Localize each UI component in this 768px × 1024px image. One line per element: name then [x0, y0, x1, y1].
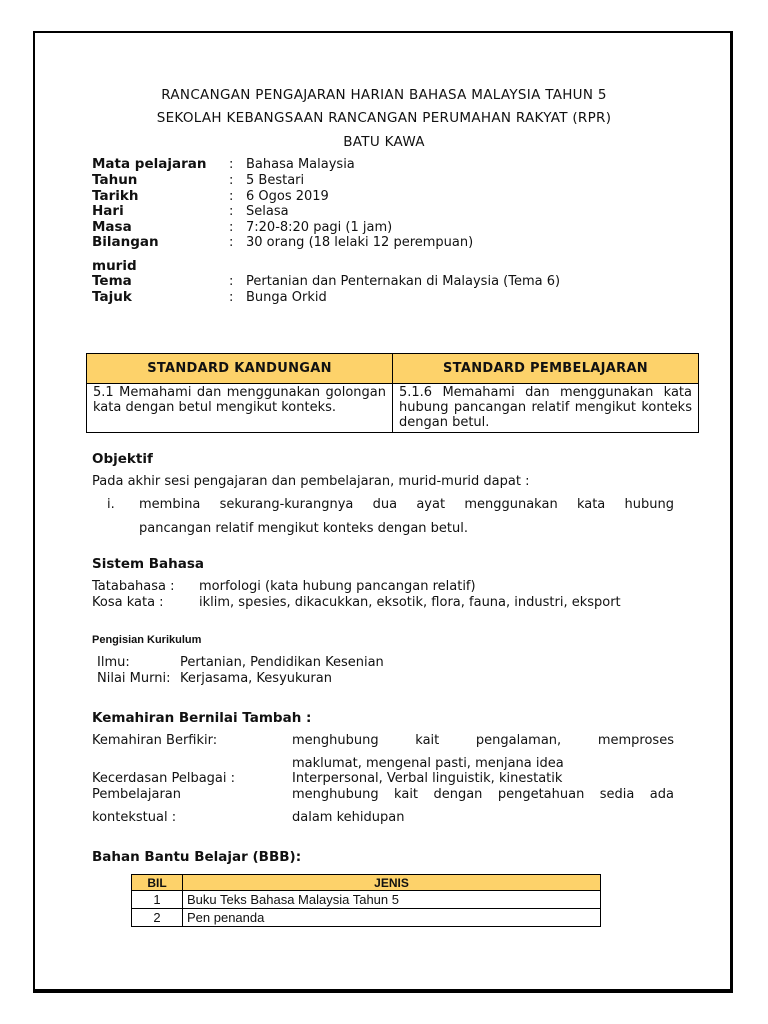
info-colon: : [229, 173, 234, 188]
standard-pembelajaran-cell: 5.1.6 Memahami dan menggunakan kata hubung pancangan relatif mengikut konteks dengan betul. [393, 384, 699, 433]
word: dengan [433, 787, 483, 802]
header-line-2: SEKOLAH KEBANGSAAN RANCANGAN PERUMAHAN RAKYAT (RPR) [156, 110, 612, 126]
pembelajaran-line-1 [292, 787, 674, 802]
word: memproses [597, 733, 674, 748]
info-label-bilangan: Bilangan [92, 234, 159, 250]
objektif-item-marker: i. [107, 497, 115, 512]
bbb-bil-cell: 1 [132, 891, 183, 909]
info-value-tema: Pertanian dan Penternakan di Malaysia (Tema 6) [246, 274, 561, 289]
info-value-bilangan: 30 orang (18 lelaki 12 perempuan) [246, 235, 474, 250]
objektif-item-line-1: membina sekurang-kurangnya dua ayat menggunakan kata hubung [139, 497, 674, 512]
ilmu-label: Ilmu: [97, 655, 130, 670]
kemahiran-berfikir-line-2: maklumat, mengenal pasti, menjana idea [292, 756, 564, 771]
bbb-bil-cell: 2 [132, 909, 183, 927]
word: pengetahuan [497, 787, 585, 802]
info-label-hari: Hari [92, 203, 124, 219]
header-line-1: RANCANGAN PENGAJARAN HARIAN BAHASA MALAYSIA TAHUN 5 [161, 87, 607, 103]
kontekstual-label: kontekstual : [92, 810, 177, 825]
info-label-tarikh: Tarikh [92, 188, 139, 204]
objektif-item-line-2: pancangan relatif mengikut konteks dengan betul. [139, 521, 469, 536]
bbb-table [131, 874, 601, 927]
info-colon: : [229, 290, 234, 305]
kemahiran-heading: Kemahiran Bernilai Tambah : [92, 710, 312, 726]
info-value-tajuk: Bunga Orkid [246, 290, 327, 305]
info-value-tarikh: 6 Ogos 2019 [246, 189, 329, 204]
nilai-murni-value: Kerjasama, Kesyukuran [180, 671, 332, 686]
info-label-murid: murid [92, 258, 137, 274]
bbb-heading: Bahan Bantu Belajar (BBB): [92, 849, 302, 865]
bbb-jenis-cell: Pen penanda [183, 909, 601, 927]
info-value-tahun: 5 Bestari [246, 173, 305, 188]
kecerdasan-pelbagai-label: Kecerdasan Pelbagai : [92, 771, 236, 786]
info-label-tajuk: Tajuk [92, 289, 132, 305]
word: ada [649, 787, 674, 802]
sistem-bahasa-heading: Sistem Bahasa [92, 556, 205, 572]
kemahiran-berfikir-label: Kemahiran Berfikir: [92, 733, 218, 748]
info-label-mata-pelajaran: Mata pelajaran [92, 156, 207, 172]
word: menghubung [292, 787, 379, 802]
info-label-masa: Masa [92, 219, 132, 235]
ilmu-value: Pertanian, Pendidikan Kesenian [180, 655, 384, 670]
table-row [132, 909, 601, 927]
pembelajaran-label: Pembelajaran [92, 787, 181, 802]
header-line-3: BATU KAWA [343, 134, 425, 150]
standard-pembelajaran-header: STANDARD PEMBELAJARAN [393, 354, 699, 384]
kosa-kata-label: Kosa kata : [92, 595, 164, 610]
info-label-tema: Tema [92, 273, 132, 289]
bbb-bil-header: BIL [132, 875, 183, 891]
word: sedia [599, 787, 635, 802]
standard-table [86, 353, 699, 433]
info-value-masa: 7:20-8:20 pagi (1 jam) [246, 220, 393, 235]
bbb-jenis-cell: Buku Teks Bahasa Malaysia Tahun 5 [183, 891, 601, 909]
nilai-murni-label: Nilai Murni: [97, 671, 171, 686]
kemahiran-berfikir-line-1 [292, 733, 674, 748]
info-value-mata-pelajaran: Bahasa Malaysia [246, 157, 355, 172]
info-colon: : [229, 157, 234, 172]
standard-kandungan-cell: 5.1 Memahami dan menggunakan golongan kata dengan betul mengikut konteks. [87, 384, 393, 433]
info-value-hari: Selasa [246, 204, 289, 219]
tatabahasa-label: Tatabahasa : [92, 579, 175, 594]
info-colon: : [229, 274, 234, 289]
pengisian-kurikulum-heading: Pengisian Kurikulum [92, 634, 202, 646]
table-row [132, 891, 601, 909]
info-colon: : [229, 220, 234, 235]
objektif-heading: Objektif [92, 451, 153, 467]
objektif-intro: Pada akhir sesi pengajaran dan pembelajaran, murid-murid dapat : [92, 474, 530, 489]
word: kait [415, 733, 440, 748]
info-label-tahun: Tahun [92, 172, 138, 188]
kecerdasan-pelbagai-value: Interpersonal, Verbal linguistik, kinestatik [292, 771, 563, 786]
info-colon: : [229, 204, 234, 219]
bbb-jenis-header: JENIS [183, 875, 601, 891]
pembelajaran-line-2: dalam kehidupan [292, 810, 405, 825]
standard-kandungan-header: STANDARD KANDUNGAN [87, 354, 393, 384]
word: pengalaman, [475, 733, 562, 748]
word: menghubung [292, 733, 379, 748]
kosa-kata-value: iklim, spesies, dikacukkan, eksotik, flora, fauna, industri, eksport [199, 595, 621, 610]
word: kait [394, 787, 419, 802]
info-colon: : [229, 235, 234, 250]
info-colon: : [229, 189, 234, 204]
tatabahasa-value: morfologi (kata hubung pancangan relatif) [199, 579, 476, 594]
